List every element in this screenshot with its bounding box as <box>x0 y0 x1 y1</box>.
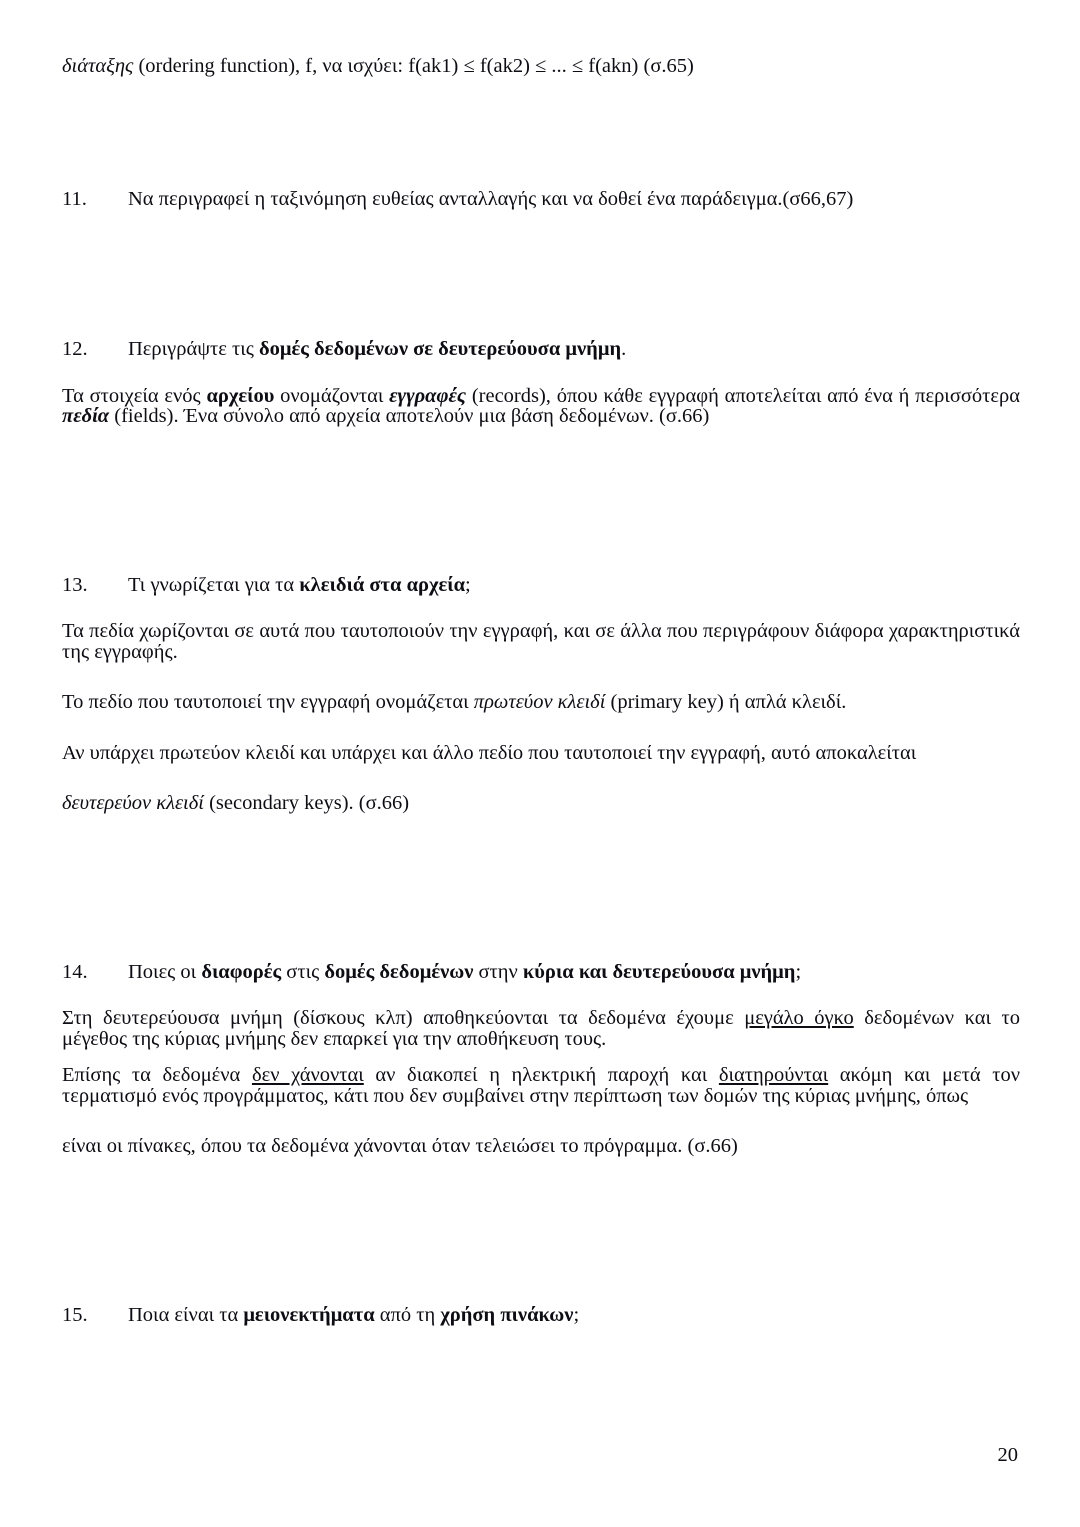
plain-text: αν διακοπεί η ηλεκτρική παροχή και <box>363 1064 719 1086</box>
question-number: 13. <box>62 573 88 596</box>
question-text <box>128 339 1020 360</box>
spacer <box>62 1106 1020 1136</box>
question-bold: κλειδιά στα αρχεία <box>299 573 466 596</box>
plain-text: Τα στοιχεία ενός <box>62 384 207 407</box>
spacer <box>62 77 1020 163</box>
spacer <box>62 209 1020 295</box>
question-number: 15. <box>62 1303 88 1326</box>
bold-text: μειονεκτήματα <box>243 1303 375 1326</box>
question-item-15 <box>62 1305 1020 1326</box>
plain-text: ονομάζονται <box>274 384 390 407</box>
spacer <box>62 513 1020 575</box>
spacer <box>62 1049 1020 1065</box>
intro-rest: (ordering function), f, να ισχύει: f(ak1) ≤ f(ak2) ≤ ... ≤ f(akn) (σ.65) <box>133 55 694 77</box>
plain-text: (records), όπου κάθε εγγραφή αποτελείται από ένα ή περισσότερα <box>466 384 1020 407</box>
bold-italic-text: εγγραφές <box>389 384 467 407</box>
question-number: 14. <box>62 960 88 983</box>
question-bold: δομές δεδομένων σε δευτερεύουσα μνήμη <box>259 338 622 360</box>
plain-text: Τα πεδία χωρίζονται σε αυτά που ταυτοποιούν την εγγραφή, και σε άλλα που περιγράφουν διάφορα χαρακτηριστικά της εγγραφής. <box>62 620 1020 663</box>
question-item-14 <box>62 962 1020 983</box>
italic-text: δευτερεύον κλειδί <box>62 792 204 814</box>
bold-text: κύρια και δευτερεύουσα μνήμη <box>522 960 796 983</box>
plain-text: Το πεδίο που ταυτοποιεί την εγγραφή ονομάζεται <box>62 691 474 713</box>
bold-text: αρχείου <box>206 384 275 407</box>
question-number: 12. <box>62 338 88 360</box>
question-suffix: . <box>621 338 627 360</box>
answer-paragraph <box>62 1136 1020 1157</box>
answer-paragraph <box>62 743 1020 764</box>
question-item-11 <box>62 189 1020 210</box>
underlined-text: μεγάλο όγκο <box>744 1007 854 1029</box>
plain-text: Επίσης τα δεδομένα <box>62 1064 252 1086</box>
plain-text: ακόμη και μετά τον τερματισμό ενός προγράμματος, κάτι που δεν συμβαίνει στην περίπτωση των δομών της κύριας μνήμης, όπως <box>62 1064 1020 1107</box>
page-number: 20 <box>997 1443 1018 1466</box>
spacer <box>62 763 1020 793</box>
spacer <box>62 295 1020 339</box>
bold-italic-text: πεδία <box>62 405 110 427</box>
bold-text: χρήση πινάκων <box>440 1303 574 1326</box>
spacer <box>62 662 1020 692</box>
question-text <box>128 1305 1020 1326</box>
plain-text: Ποια είναι τα <box>128 1303 244 1326</box>
plain-text: στις <box>281 960 325 983</box>
question-text <box>128 575 1020 596</box>
spacer <box>62 163 1020 189</box>
spacer <box>62 360 1020 386</box>
intro-italic-lead: διάταξης <box>62 55 134 77</box>
question-text <box>128 962 1020 983</box>
plain-text: Αν υπάρχει πρωτεύον κλειδί και υπάρχει και άλλο πεδίο που ταυτοποιεί την εγγραφή, αυτό αποκαλείται <box>62 741 917 764</box>
plain-text: δεδομένων και το μέγεθος της κύριας μνήμης δεν επαρκεί για την αποθήκευση τους. <box>62 1007 1020 1050</box>
spacer <box>62 1157 1020 1243</box>
spacer <box>62 595 1020 621</box>
plain-text: στην <box>473 960 523 983</box>
spacer <box>62 1243 1020 1305</box>
plain-text: είναι οι πίνακες, όπου τα δεδομένα χάνονται όταν τελειώσει το πρόγραμμα. (σ.66) <box>62 1135 738 1157</box>
question-prefix: Τι γνωρίζεται για τα <box>128 573 300 596</box>
italic-text: πρωτεύον κλειδί <box>473 691 606 713</box>
answer-paragraph <box>62 386 1020 427</box>
plain-text: Ποιες οι <box>128 960 202 983</box>
intro-line <box>62 56 1020 77</box>
question-item-13 <box>62 575 1020 596</box>
spacer <box>62 900 1020 962</box>
plain-text: από τη <box>374 1303 441 1326</box>
answer-paragraph <box>62 1008 1020 1049</box>
spacer <box>62 713 1020 743</box>
plain-text: (secondary keys). (σ.66) <box>203 792 410 814</box>
question-prefix: Περιγράψτε τις <box>128 338 259 360</box>
bold-text: δομές δεδομένων <box>324 960 474 983</box>
plain-text: ; <box>573 1303 580 1326</box>
spacer <box>62 814 1020 900</box>
question-text: Να περιγραφεί η ταξινόμηση ευθείας ανταλλαγής και να δοθεί ένα παράδειγμα.(σ66,67) <box>128 187 854 210</box>
answer-paragraph <box>62 1065 1020 1106</box>
page-content <box>62 56 1020 1325</box>
answer-paragraph <box>62 793 1020 814</box>
answer-paragraph <box>62 692 1020 713</box>
plain-text: ; <box>795 960 802 983</box>
question-suffix: ; <box>465 573 471 596</box>
spacer <box>62 427 1020 513</box>
underlined-text: διατηρούνται <box>718 1064 829 1086</box>
plain-text: (fields). Ένα σύνολο από αρχεία αποτελούν μια βάση δεδομένων. (σ.66) <box>109 405 710 427</box>
question-item-12 <box>62 339 1020 360</box>
question-number: 11. <box>62 187 87 210</box>
plain-text: (primary key) ή απλά κλειδί. <box>605 691 847 713</box>
underlined-text: δεν χάνονται <box>251 1064 364 1086</box>
plain-text: Στη δευτερεύουσα μνήμη (δίσκους κλπ) αποθηκεύονται τα δεδομένα έχουμε <box>62 1007 745 1029</box>
answer-paragraph <box>62 621 1020 662</box>
bold-text: διαφορές <box>201 960 282 983</box>
spacer <box>62 982 1020 1008</box>
